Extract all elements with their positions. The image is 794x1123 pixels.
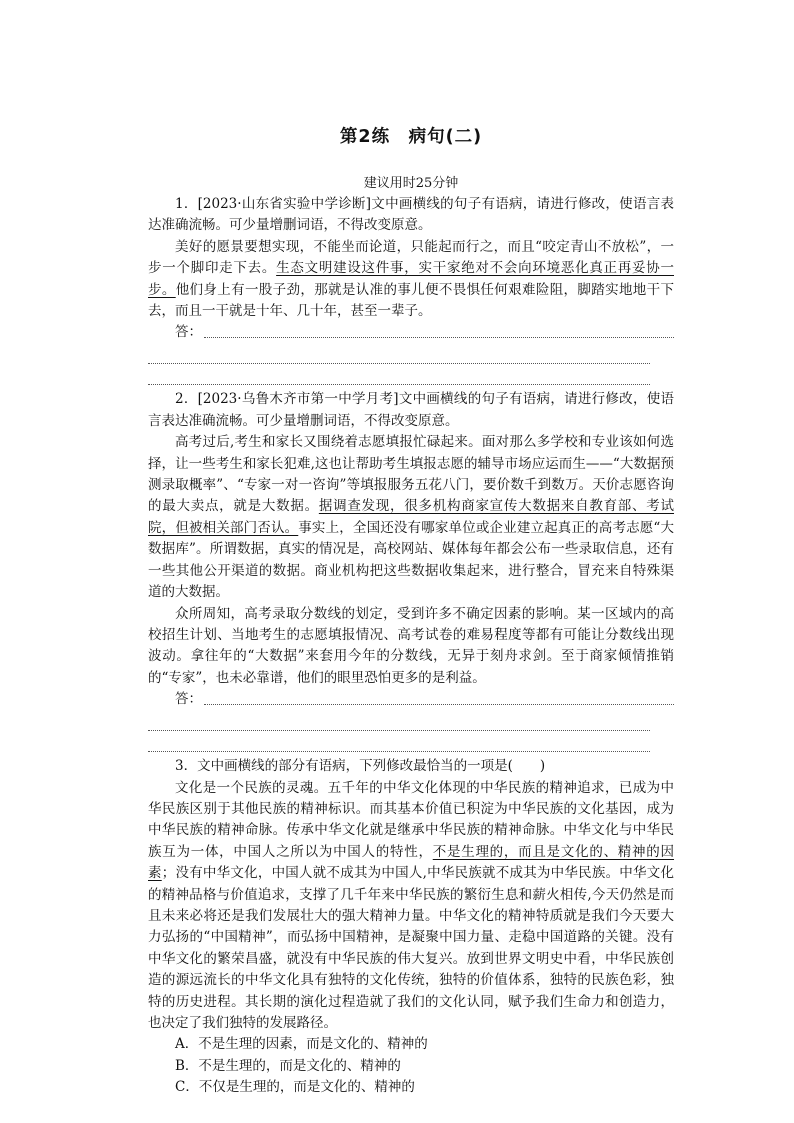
question-1-passage-before: 美好的愿景要想实现，不能坐而论道，只能起而行之，而且“咬定青山不放松”，一步一个脚印走下去。 [148,238,674,277]
question-2-stem: 2．[2023·乌鲁木齐市第一中学月考]文中画横线的句子有语病，请进行修改，使语言表达准确流畅。可少量增删词语，不得改变原意。 [148,391,674,429]
question-1-answer-line-3[interactable] [148,364,650,385]
question-3-underlined-phrase: 不是生理的，而且是文化的、精神的因素 [148,843,675,882]
question-2-paragraph-1 [148,432,674,603]
question-3-passage-after: ；没有中华文化，中国人就不成其为中国人,中华民族就不成其为中华民族。中华文化的精神品格与价值追求，支撑了几千年来中华民族的繁衍生息和薪火相传,今天仍然是而且未来必将还是我们发展壮大的强大精神力量。中华文化的精神特质就是我们今天要大力弘扬的“中国精神”，而弘扬中国精神，是凝聚中国力量、走稳中国道路的关键。没有中华文化的繁荣昌盛，就没有中华民族的伟大复兴。放到世界文明史中看，中华民族创造的源远流长的中华文化具有独特的文化传统，独特的价值体系，独特的民族色彩，独特的历史进程。其长期的演化过程造就了我们的文化认同，赋予我们生命力和创造力，也决定了我们独特的发展路径。 [148,865,674,1031]
question-2-answer-line-2[interactable] [148,710,650,731]
worksheet-page [148,118,674,1099]
question-2-answer-label: 答： [175,691,202,708]
question-3-passage-before: 文化是一个民族的灵魂。五千年的中华文化体现的中华民族的精神追求，已成为中华民族区别于其他民族的精神标识。而其基本价值已积淀为中华民族的文化基因，成为中华民族的精神命脉。传承中华文化就是继承中华民族的精神命脉。中华文化与中华民族互为一体，中国人之所以为中国人的特性， [148,779,674,860]
question-2-underlined-sentence: 据调查发现，很多机构商家宣传大数据来自教育部、考试院，但被相关部门否认。 [148,498,675,536]
question-3-option-a[interactable]: A．不是生理的因素，而是文化的、精神的 [175,1036,428,1053]
question-2 [148,389,674,752]
question-3-stem: 3．文中画横线的部分有语病，下列修改最恰当的一项是( ) [175,758,546,775]
question-2-answer-dots [204,704,674,705]
question-2-paragraph-2: 众所周知，高考录取分数线的划定，受到许多不确定因素的影响。某一区域内的高校招生计划、当地考生的志愿填报情况、高考试卷的难易程度等都有可能让分数线出现波动。拿往年的“大数据”来套用今年的分数线，无异于刻舟求剑。至于商家倾情推销的“专家”，也未必靠谱，他们的眼里恐怕更多的是利益。 [148,605,674,686]
question-1-answer-line[interactable] [148,322,674,343]
suggested-time: 建议用时25分钟 [363,176,459,191]
question-2-para1-before: 高考过后,考生和家长又围绕着志愿填报忙碌起来。面对那么多学校和专业该如何选择，让一些考生和家长犯难,这也让帮助考生填报志愿的辅导市场应运而生——“大数据预测录取概率”、“专家一对一咨询”等填报服务五花八门，要价数千到数万。天价志愿咨询的最大卖点，就是大数据。 [148,434,674,515]
question-1-passage-after: 他们身上有一股子劲，那就是认准的事儿便不畏惧任何艰难险阻，脚踏实地地干下去，而且一干就是十年、几十年，甚至一辈子。 [148,281,674,320]
question-1-stem: 1．[2023·山东省实验中学诊断]文中画横线的句子有语病，请进行修改，使语言表达准确流畅。可少量增删词语，不得改变原意。 [148,196,674,234]
question-3-option-c[interactable]: C．不仅是生理的，而是文化的、精神的 [175,1079,415,1096]
question-1-answer-dots [204,337,674,338]
question-1-underlined-sentence: 生态文明建设这件事，实干家绝对不会向环境恶化真正再妥协一步。 [148,260,674,298]
question-2-answer-line[interactable] [148,689,674,710]
question-1-passage [148,237,674,323]
question-2-para1-after: 事实上，全国还没有哪家单位或企业建立起真正的高考志愿“大数据库”。所谓数据，真实的情况是，高校网站、媒体每年都会公布一些录取信息，还有一些其他公开渠道的数据。商业机构把这些数据收集起来，进行整合，冒充来自特殊渠道的大数据。 [148,519,674,601]
question-3-passage [148,778,674,1035]
question-2-answer-line-3[interactable] [148,731,650,752]
question-1-answer-label: 答： [175,324,202,341]
page-title: 第2练 病句(二) [339,127,483,147]
question-3 [148,756,674,1099]
question-1 [148,194,674,385]
question-3-option-b[interactable]: B．不是生理的，而是文化的、精神的 [175,1057,401,1074]
question-1-answer-line-2[interactable] [148,343,650,364]
